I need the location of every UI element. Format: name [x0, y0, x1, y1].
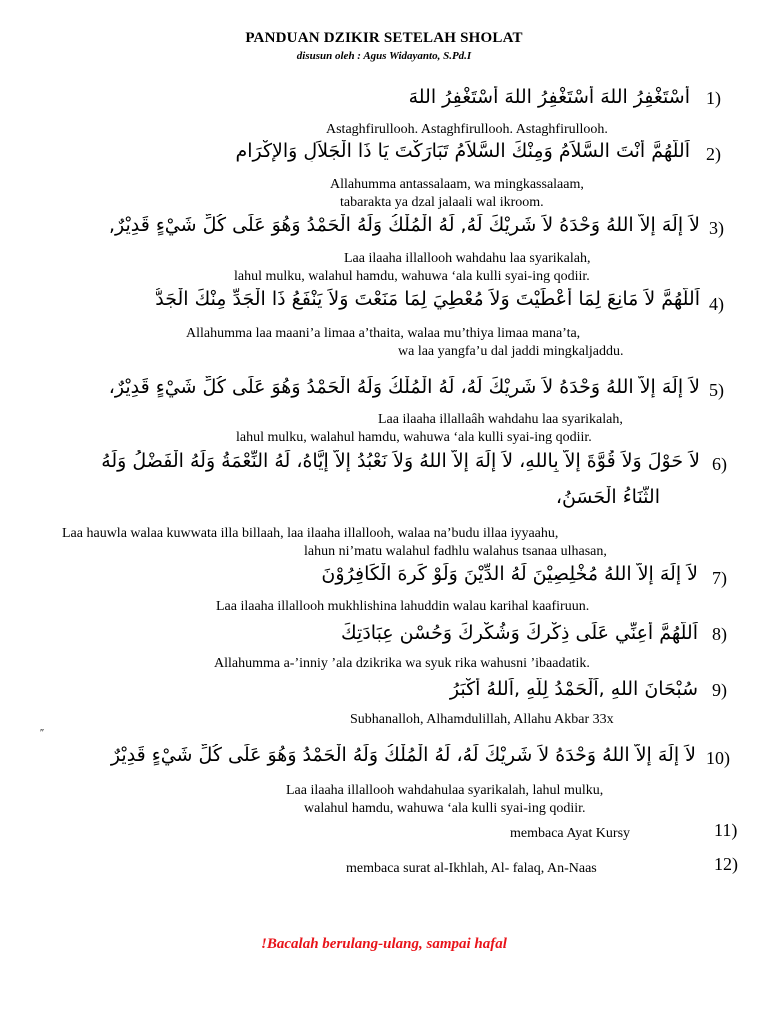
dzikir-latin-3b: lahul mulku, walahul hamdu, wahuwa ‘ala kulli syai-ing qodiir.: [234, 269, 590, 284]
dzikir-latin-1: Astaghfirullooh. Astaghfirullooh. Astaghfirullooh.: [326, 122, 608, 137]
dzikir-arabic-7: لاَ إِلَهَ إِلاَّ اللهُ مُخْلِصِيْنَ لَهُ الدِّيْنَ وَلَوْ كَرِهَ الْكَافِرُوْنَ: [321, 563, 698, 585]
page-subtitle: disusun oleh : Agus Widayanto, S.Pd.I: [296, 50, 472, 62]
footer-note: !Bacalah berulang-ulang, sampai hafal: [261, 936, 507, 952]
dzikir-arabic-9: سُبْحَانَ اللهِ ,اَلْحَمْدُ لِلَّهِ ,اَللهُ أَكْبَرُ: [449, 678, 698, 700]
dzikir-latin-2a: Allahumma antassalaam, wa mingkassalaam,: [330, 177, 584, 192]
dzikir-latin-6b: lahun ni’matu walahul fadhlu walahus tsanaa ulhasan,: [304, 544, 607, 559]
dzikir-latin-8: Allahumma a-’inniy ’ala dzikrika wa syuk rika wahusni ’ibaadatik.: [214, 656, 590, 671]
dzikir-number-2: 2): [706, 144, 721, 164]
dzikir-number-10: 10): [706, 748, 730, 768]
dzikir-latin-3a: Laa ilaaha illallooh wahdahu laa syarikalah,: [344, 251, 591, 266]
dzikir-latin-4a: Allahumma laa maani’a limaa a’thaita, walaa mu’thiya limaa mana’ta,: [186, 326, 581, 341]
dzikir-number-9: 9): [712, 680, 727, 700]
dzikir-latin-5b: lahul mulku, walahul hamdu, wahuwa ‘ala kulli syai-ing qodiir.: [236, 430, 592, 445]
dzikir-arabic-6-cont: الثَّنَاءُ الْحَسَنُ،: [555, 486, 660, 508]
dzikir-arabic-6: لاَ حَوْلَ وَلاَ قُوَّةَ إِلاَّ بِاللهِ، لاَ إِلَهَ إِلاَّ اللهُ وَلاَ نَعْبُدُ إِلاَّ إِيَّاهُ، لَهُ النِّعْمَةُ وَلَهُ الْفَضْلُ وَلَهُ: [101, 450, 700, 472]
dzikir-latin-2b: tabarakta ya dzal jalaali wal ikroom.: [340, 195, 544, 210]
dzikir-number-4: 4): [709, 294, 724, 314]
dzikir-arabic-5: لاَ إِلَهَ إِلاَّ اللهُ وَحْدَهُ لاَ شَرِيْكَ لَهُ، لَهُ الْمُلْكُ وَلَهُ الْحَمْدُ وَهُوَ عَلَى كُلِّ شَيْءٍ قَدِيْرٌ،: [108, 376, 700, 398]
dzikir-arabic-4: اَللَّهُمَّ لاَ مَانِعَ لِمَا أَعْطَيْتَ وَلاَ مُعْطِيَ لِمَا مَنَعْتَ وَلاَ يَنْفَعُ ذَا الْجَدِّ مِنْكَ الْجَدُّ: [155, 288, 700, 310]
dzikir-latin-11: membaca Ayat Kursy: [510, 826, 631, 841]
dzikir-latin-6a: Laa hauwla walaa kuwwata illa billaah, laa ilaaha illallooh, walaa na’budu illaa iyyaahu,: [62, 526, 559, 541]
dzikir-number-1: 1): [706, 88, 721, 108]
dzikir-arabic-3: لاَ إِلَهَ إِلاَّ اللهُ وَحْدَهُ لاَ شَرِيْكَ لَهُ, لَهُ الْمُلْكُ وَلَهُ الْحَمْدُ وَهُوَ عَلَى كُلِّ شَيْءٍ قَدِيْرٌ,: [108, 214, 700, 236]
dzikir-number-5: 5): [709, 380, 724, 400]
dzikir-arabic-8: اَللَّهُمَّ أَعِنِّي عَلَى ذِكْرِكَ وَشُكْرِكَ وَحُسْنِ عِبَادَتِكَ: [341, 622, 698, 644]
dzikir-number-12: 12): [714, 854, 738, 874]
dzikir-latin-7: Laa ilaaha illallooh mukhlishina lahuddin walau karihal kaafiruun.: [216, 599, 590, 614]
dzikir-latin-12: membaca surat al-Ikhlah, Al- falaq, An-Naas: [346, 861, 597, 876]
dzikir-latin-10b: walahul hamdu, wahuwa ‘ala kulli syai-ing qodiir.: [304, 801, 586, 816]
stray-mark: ″: [40, 728, 45, 739]
page-title: PANDUAN DZIKIR SETELAH SHOLAT: [245, 30, 523, 46]
dzikir-latin-10a: Laa ilaaha illallooh wahdahulaa syarikalah, lahul mulku,: [286, 783, 604, 798]
dzikir-arabic-1: أَسْتَغْفِرُ اللهَ أَسْتَغْفِرُ اللهَ أَسْتَغْفِرُ اللهَ: [408, 86, 690, 108]
dzikir-latin-4b: wa laa yangfa’u dal jaddi mingkaljaddu.: [398, 344, 624, 359]
dzikir-number-11: 11): [714, 820, 738, 840]
dzikir-latin-5a: Laa ilaaha illallaâh wahdahu laa syarikalah,: [378, 412, 623, 427]
dzikir-number-8: 8): [712, 624, 727, 644]
dzikir-latin-9: Subhanalloh, Alhamdulillah, Allahu Akbar 33x: [350, 712, 614, 727]
dzikir-number-7: 7): [712, 568, 727, 588]
dzikir-arabic-10: لاَ إِلَهَ إِلاَّ اللهُ وَحْدَهُ لاَ شَرِيْكَ لَهُ، لَهُ الْمُلْكُ وَلَهُ الْحَمْدُ وَهُوَ عَلَى كُلِّ شَيْءٍ قَدِيْرٌ: [110, 744, 696, 766]
dzikir-number-6: 6): [712, 454, 727, 474]
dzikir-number-3: 3): [709, 218, 724, 238]
dzikir-arabic-2: اَللَّهُمَّ أَنْتَ السَّلاَمُ وَمِنْكَ السَّلاَمُ تَبَارَكْتَ يَا ذَا الْجَلاَلِ وَالإِكْرَامِ: [235, 140, 690, 162]
